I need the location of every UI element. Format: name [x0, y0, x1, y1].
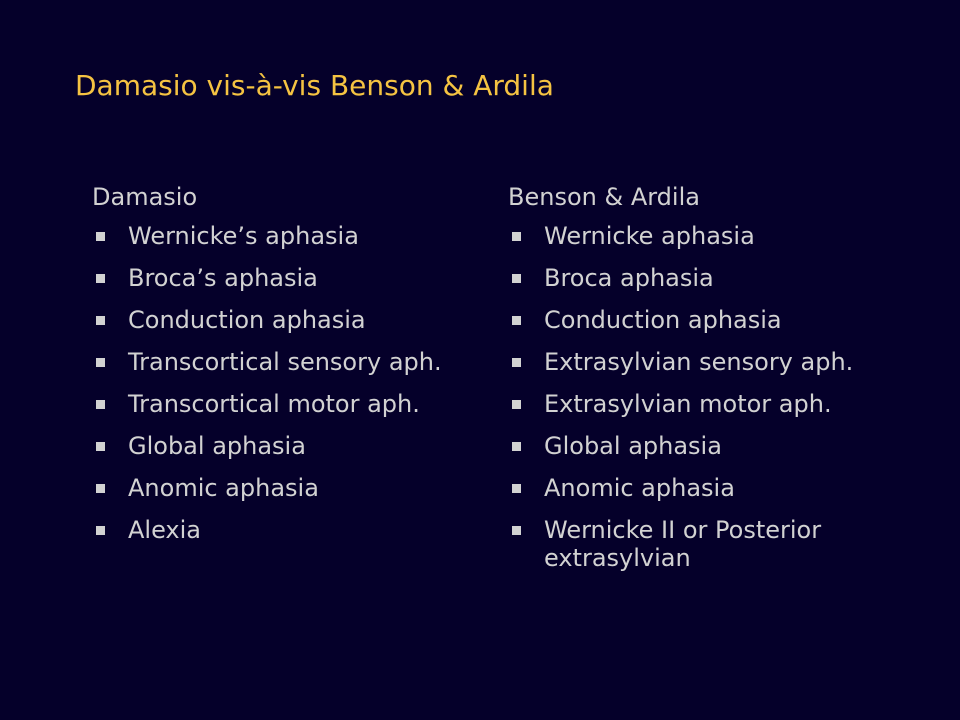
damasio-list	[92, 222, 482, 544]
list-item	[508, 516, 928, 572]
list-item-text: Global aphasia	[128, 432, 306, 460]
benson-ardila-list	[508, 222, 928, 572]
square-bullet-icon	[508, 222, 544, 250]
list-item	[92, 432, 482, 460]
square-bullet-icon	[92, 306, 128, 334]
list-item	[92, 222, 482, 250]
list-item	[92, 306, 482, 334]
list-item	[508, 474, 928, 502]
list-item	[92, 474, 482, 502]
square-bullet-icon	[92, 516, 128, 544]
square-bullet-icon	[508, 348, 544, 376]
list-item	[92, 264, 482, 292]
list-item	[508, 222, 928, 250]
square-bullet-icon	[92, 264, 128, 292]
benson-ardila-column	[508, 180, 928, 586]
square-bullet-icon	[508, 390, 544, 418]
list-item-text: Alexia	[128, 516, 202, 544]
slide-title: Damasio vis-à-vis Benson & Ardila	[75, 69, 554, 102]
list-item-text: Anomic aphasia	[544, 474, 735, 502]
square-bullet-icon	[508, 474, 544, 502]
square-bullet-icon	[508, 264, 544, 292]
list-item	[508, 348, 928, 376]
list-item-text: Conduction aphasia	[128, 306, 366, 334]
square-bullet-icon	[92, 390, 128, 418]
square-bullet-icon	[92, 432, 128, 460]
square-bullet-icon	[508, 306, 544, 334]
list-item-text: Conduction aphasia	[544, 306, 782, 334]
list-item	[508, 432, 928, 460]
list-item-text: Wernicke aphasia	[544, 222, 755, 250]
list-item	[508, 264, 928, 292]
square-bullet-icon	[508, 432, 544, 460]
square-bullet-icon	[92, 474, 128, 502]
benson-ardila-heading: Benson & Ardila	[508, 183, 700, 211]
damasio-column	[92, 180, 482, 558]
list-item-text: Extrasylvian motor aph.	[544, 390, 832, 418]
square-bullet-icon	[92, 348, 128, 376]
list-item	[92, 390, 482, 418]
list-item	[92, 516, 482, 544]
list-item-text: Transcortical sensory aph.	[128, 348, 442, 376]
list-item-text: Broca aphasia	[544, 264, 714, 292]
damasio-heading: Damasio	[92, 183, 198, 211]
list-item	[508, 306, 928, 334]
list-item	[92, 348, 482, 376]
list-item-text: Wernicke II or Posterior extrasylvian	[544, 516, 822, 572]
list-item-text: Broca’s aphasia	[128, 264, 318, 292]
list-item-text: Global aphasia	[544, 432, 722, 460]
list-item-text: Anomic aphasia	[128, 474, 319, 502]
square-bullet-icon	[508, 516, 544, 544]
list-item-text: Wernicke’s aphasia	[128, 222, 359, 250]
list-item-text: Extrasylvian sensory aph.	[544, 348, 854, 376]
list-item-text: Transcortical motor aph.	[128, 390, 420, 418]
square-bullet-icon	[92, 222, 128, 250]
list-item	[508, 390, 928, 418]
